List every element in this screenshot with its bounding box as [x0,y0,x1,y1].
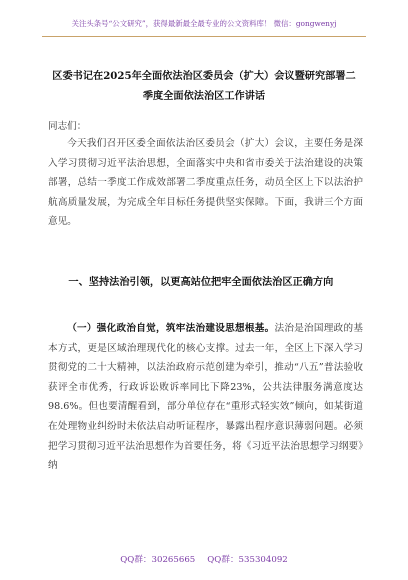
document-title: 区委书记在2025年全面依法治区委员会（扩大）会议暨研究部署二季度全面依法治区工作讲话 [52,70,356,102]
qq-group-2: QQ群：535304092 [207,555,288,565]
intro-paragraph: 今天我们召开区委全面依法治区委员会（扩大）会议，主要任务是深入学习贯彻习近平法治思想，全面落实中央和省市委关于法治建设的决策部署，总结一季度工作成效部署二季度重点任务，动员全区上下以法治护航高质量发展，为完成全年目标任务提供坚实保障。下面，我讲三个方面意见。 [48,138,363,228]
page-footer [0,553,408,565]
qq-group-1: QQ群：30265665 [120,555,196,565]
section-1-paragraph [48,319,363,476]
section-1-text: 法治是治国理政的基本方式，更是区域治理现代化的核心支撑。过去一年，全区上下深入学习贯彻党的二十大精神，以法治政府示范创建为牵引，推动“八五”普法验收获评全市优秀，行政诉讼败诉率同比下降23%，公共法律服务满意度达98.6%。但也要清醒看到，部分单位存在“重形式轻实效”倾向，如某街道在处理物业纠纷时未依法启动听证程序，暴露出程序意识薄弱问题。必须把学习贯彻习近平法治思想作为首要任务，将《习近平法治思想学习纲要》纳 [48,323,364,472]
sub-heading-1: （一）强化政治自觉，筑牢法治建设思想根基。 [67,323,275,334]
page-header: 关注头条号“公文研究”，获得最新最全最专业的公文资料库！ 微信：gongwenyj [42,12,366,37]
salutation: 同志们： [48,121,87,132]
section-heading-1: 一、坚持法治引领，以更高站位把牢全面依法治区正确方向 [68,276,334,288]
